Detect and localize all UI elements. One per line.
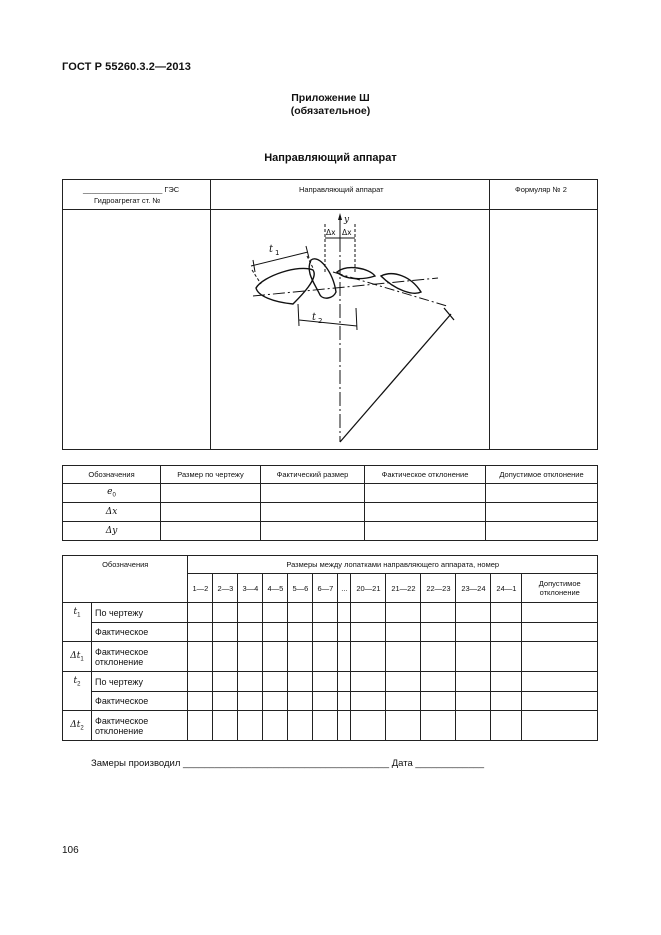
spacing-cell[interactable] (213, 642, 238, 672)
appendix-status: (обязательное) (290, 105, 371, 117)
guide-apparatus-form (62, 179, 598, 450)
spacing-cell[interactable] (421, 692, 456, 711)
row-label: Фактическое (92, 623, 188, 642)
spacing-cell[interactable] (288, 711, 313, 741)
spacing-cell[interactable] (263, 672, 288, 692)
spacing-cell[interactable] (263, 603, 288, 623)
t2-col-ellipsis: ... (338, 574, 351, 603)
spacing-cell[interactable] (188, 603, 213, 623)
t2-label: t (312, 312, 317, 323)
row-label: Фактическое отклонение (92, 711, 188, 741)
spacing-cell[interactable] (188, 642, 213, 672)
spacing-cell[interactable] (351, 642, 386, 672)
t1-header-designation: Обозначения (63, 466, 161, 484)
t1-header-allowed-deviation: Допустимое отклонение (486, 466, 598, 484)
measured-by-line (91, 758, 484, 769)
form-mid-title: Направляющий аппарат (299, 185, 384, 194)
spacing-cell[interactable] (338, 692, 351, 711)
t1-header-actual-deviation: Фактическое отклонение (365, 466, 486, 484)
spacing-cell[interactable] (263, 642, 288, 672)
designation-symbol: $t_1$ (63, 603, 92, 642)
t1-cell[interactable] (161, 503, 261, 522)
spacing-cell[interactable] (421, 672, 456, 692)
spacing-cell[interactable] (522, 603, 598, 623)
t1-cell[interactable] (486, 503, 598, 522)
spacing-cell[interactable] (522, 642, 598, 672)
spacing-cell[interactable] (338, 623, 351, 642)
page-number: 106 (62, 845, 79, 856)
t1-cell[interactable] (365, 503, 486, 522)
t2-col-allowed-deviation: Допустимое отклонение (522, 574, 598, 603)
spacing-cell[interactable] (238, 623, 263, 642)
spacing-cell[interactable] (491, 692, 522, 711)
spacing-cell[interactable] (338, 672, 351, 692)
t1-subscript: 1 (275, 249, 280, 257)
spacing-cell[interactable] (456, 603, 491, 623)
formular-number: Формуляр № 2 (515, 185, 567, 194)
spacing-cell[interactable] (522, 711, 598, 741)
spacing-cell[interactable] (288, 672, 313, 692)
designation-symbol: $\Delta t_1$ (63, 642, 92, 672)
spacing-cell[interactable] (351, 672, 386, 692)
row-label: Фактическое отклонение (92, 642, 188, 672)
row-label: По чертежу (92, 603, 188, 623)
spacing-cell[interactable] (386, 623, 421, 642)
t1-row-dy-symbol: Δy (63, 522, 161, 541)
t1-cell[interactable] (161, 484, 261, 503)
t1-header-actual-size: Фактический размер (261, 466, 365, 484)
t2-col-4-5: 4—5 (263, 574, 288, 603)
spacing-cell[interactable] (456, 711, 491, 741)
spacing-cell[interactable] (238, 692, 263, 711)
t2-col-6-7: 6—7 (313, 574, 338, 603)
ges-line: ___________________ ГЭС (83, 185, 180, 194)
t2-col-24-1: 24—1 (491, 574, 522, 603)
spacing-cell[interactable] (338, 603, 351, 623)
spacing-cell[interactable] (351, 692, 386, 711)
t1-header-drawing-size: Размер по чертежу (161, 466, 261, 484)
spacing-cell[interactable] (313, 711, 338, 741)
t1-cell[interactable] (261, 522, 365, 541)
t2-col-22-23: 22—23 (421, 574, 456, 603)
date-field[interactable]: Дата _____________ (391, 758, 485, 769)
document-code: ГОСТ Р 55260.3.2—2013 (62, 61, 191, 73)
t2-col-1-2: 1—2 (188, 574, 213, 603)
spacing-cell[interactable] (421, 711, 456, 741)
spacing-cell[interactable] (522, 692, 598, 711)
spacing-cell[interactable] (456, 672, 491, 692)
spacing-cell[interactable] (213, 711, 238, 741)
designation-symbol: $t_2$ (63, 672, 92, 711)
t2-subscript: 2 (318, 317, 323, 325)
t2-col-23-24: 23—24 (456, 574, 491, 603)
spacing-cell[interactable] (263, 623, 288, 642)
spacing-cell[interactable] (456, 623, 491, 642)
spacing-cell[interactable] (263, 692, 288, 711)
spacing-cell[interactable] (386, 642, 421, 672)
spacing-cell[interactable] (213, 672, 238, 692)
appendix-title: Приложение Ш (291, 92, 370, 104)
spacing-cell[interactable] (456, 692, 491, 711)
spacing-cell[interactable] (313, 672, 338, 692)
delta-x-label-right: Δx (342, 228, 352, 237)
spacing-cell[interactable] (491, 711, 522, 741)
spacing-cell[interactable] (213, 623, 238, 642)
spacing-cell[interactable] (238, 672, 263, 692)
spacing-cell[interactable] (491, 623, 522, 642)
spacing-cell[interactable] (338, 711, 351, 741)
spacing-cell[interactable] (386, 603, 421, 623)
spacing-cell[interactable] (421, 623, 456, 642)
spacing-cell[interactable] (188, 711, 213, 741)
spacing-cell[interactable] (338, 642, 351, 672)
spacing-cell[interactable] (386, 672, 421, 692)
delta-x-label-left: Δx (326, 228, 336, 237)
spacing-cell[interactable] (386, 692, 421, 711)
t1-cell[interactable] (261, 484, 365, 503)
designation-symbol: $\Delta t_2$ (63, 711, 92, 741)
spacing-cell[interactable] (313, 642, 338, 672)
t1-row-e0-symbol: $e_0$ (63, 484, 161, 503)
spacing-cell[interactable] (522, 672, 598, 692)
spacing-cell[interactable] (288, 603, 313, 623)
spacing-cell[interactable] (313, 603, 338, 623)
deviation-table (62, 465, 598, 541)
measured-by-text[interactable]: Замеры производил _______________________________________ (91, 758, 390, 769)
t1-label: t (269, 244, 274, 255)
t1-cell[interactable] (486, 484, 598, 503)
spacing-cell[interactable] (522, 623, 598, 642)
t1-cell[interactable] (161, 522, 261, 541)
spacing-cell[interactable] (351, 711, 386, 741)
spacing-cell[interactable] (351, 623, 386, 642)
spacing-cell[interactable] (238, 603, 263, 623)
spacing-cell[interactable] (263, 711, 288, 741)
t2-col-5-6: 5—6 (288, 574, 313, 603)
t2-col-2-3: 2—3 (213, 574, 238, 603)
spacing-cell[interactable] (456, 642, 491, 672)
t2-col-20-21: 20—21 (351, 574, 386, 603)
spacing-cell[interactable] (421, 642, 456, 672)
spacing-cell[interactable] (491, 642, 522, 672)
vane-spacing-table (62, 555, 598, 741)
guide-vane-diagram (63, 180, 597, 449)
spacing-cell[interactable] (313, 692, 338, 711)
spacing-cell[interactable] (313, 623, 338, 642)
spacing-cell[interactable] (238, 642, 263, 672)
t1-cell[interactable] (486, 522, 598, 541)
t1-cell[interactable] (261, 503, 365, 522)
spacing-cell[interactable] (288, 642, 313, 672)
spacing-cell[interactable] (188, 692, 213, 711)
t1-cell[interactable] (365, 522, 486, 541)
spacing-cell[interactable] (421, 603, 456, 623)
spacing-cell[interactable] (188, 623, 213, 642)
t2-col-3-4: 3—4 (238, 574, 263, 603)
spacing-cell[interactable] (213, 692, 238, 711)
t2-header-spacing: Размеры между лопатками направляющего аппарата, номер (188, 556, 598, 574)
spacing-cell[interactable] (213, 603, 238, 623)
spacing-cell[interactable] (491, 603, 522, 623)
row-label: По чертежу (92, 672, 188, 692)
spacing-cell[interactable] (491, 672, 522, 692)
t2-col-21-22: 21—22 (386, 574, 421, 603)
unit-line: Гидроагрегат ст. № (94, 196, 161, 205)
row-label: Фактическое (92, 692, 188, 711)
spacing-cell[interactable] (288, 623, 313, 642)
t1-cell[interactable] (365, 484, 486, 503)
t1-row-dx-symbol: Δx (63, 503, 161, 522)
spacing-cell[interactable] (238, 711, 263, 741)
section-title: Направляющий аппарат (264, 152, 397, 164)
spacing-cell[interactable] (188, 672, 213, 692)
t2-header-designation: Обозначения (63, 556, 188, 603)
spacing-cell[interactable] (288, 692, 313, 711)
axis-y-label: y (344, 215, 350, 225)
spacing-cell[interactable] (351, 603, 386, 623)
spacing-cell[interactable] (386, 711, 421, 741)
